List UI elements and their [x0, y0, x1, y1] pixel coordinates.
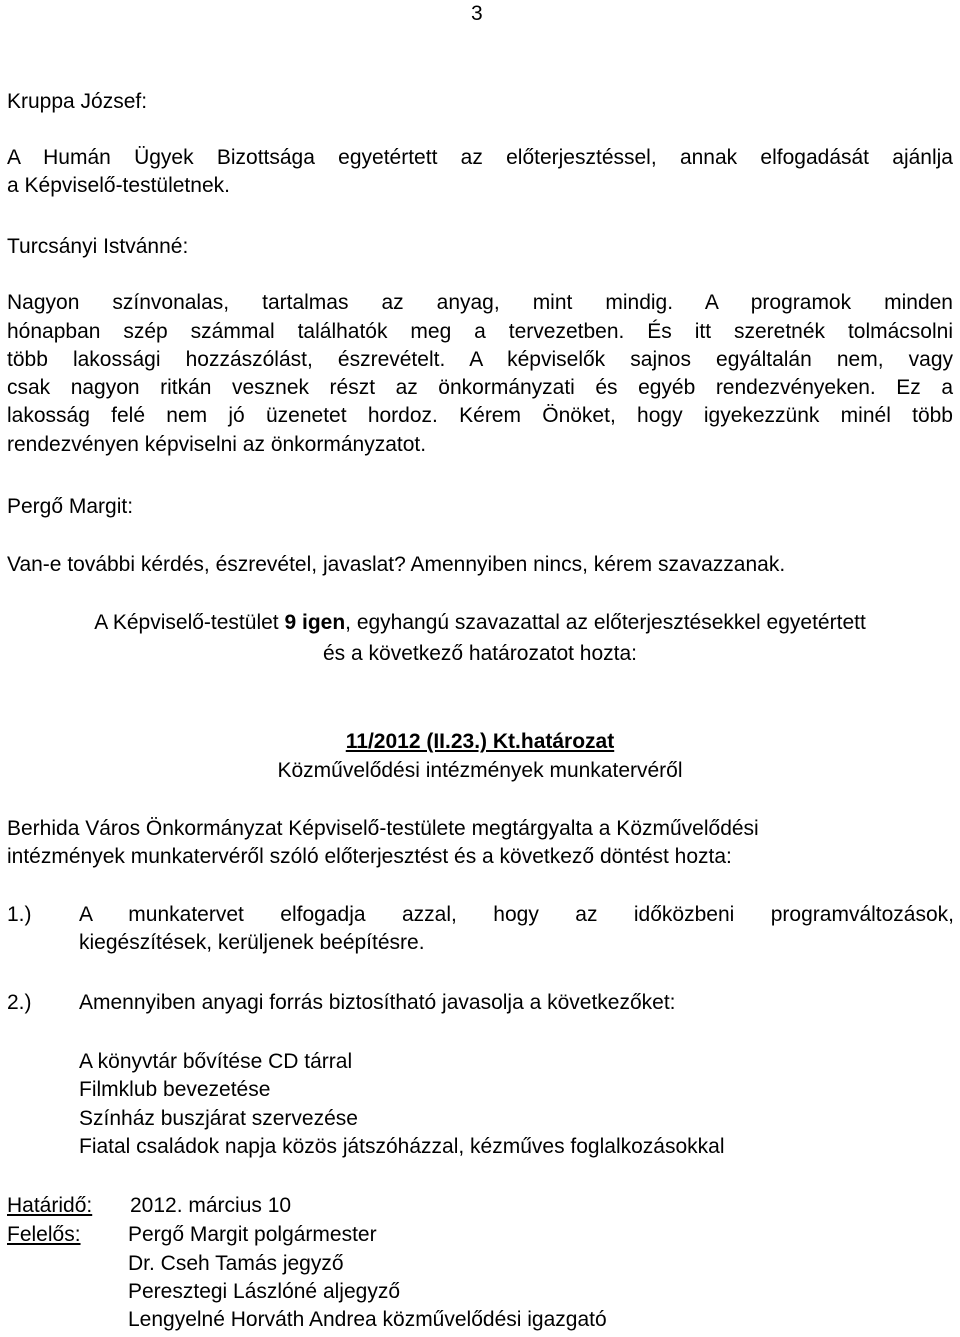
paragraph-line: hónapban szép számmal találhatók meg a tervezetben. És itt szeretnék tolmácsolni: [7, 320, 953, 343]
responsible-person: Peresztegi Lászlóné aljegyző: [128, 1280, 400, 1303]
deadline-value: 2012. március 10: [130, 1194, 292, 1217]
paragraph-line: több lakossági hozzászólást, észrevételt. A képviselők sajnos egyáltalán nem, vagy: [7, 348, 953, 371]
vote-line-2: és a következő határozatot hozta:: [322, 642, 638, 665]
paragraph-line: Nagyon színvonalas, tartalmas az anyag, mint mindig. A programok minden: [7, 291, 953, 314]
speaker-name: Turcsányi Istvánné:: [7, 235, 189, 258]
vote-count: 9 igen: [284, 611, 346, 634]
deadline-label: Határidő:: [7, 1194, 93, 1217]
resolution-subject: Közművelődési intézmények munkatervéről: [277, 759, 683, 782]
item-text: kiegészítések, kerüljenek beépítésre.: [79, 931, 425, 954]
resolution-intro: Berhida Város Önkormányzat Képviselő-testülete megtárgyalta a Közművelődési: [7, 817, 759, 840]
paragraph-line: csak nagyon ritkán vesznek részt az önkormányzati és egyéb rendezvényeken. Ez a: [7, 376, 953, 399]
resolution-number: 11/2012 (II.23.) Kt.határozat: [345, 730, 615, 753]
paragraph-line: Van-e további kérdés, észrevétel, javaslat? Amennyiben nincs, kérem szavazzanak.: [7, 553, 786, 576]
paragraph-line: A Humán Ügyek Bizottsága egyetértett az előterjesztéssel, annak elfogadását ajánlja: [7, 146, 953, 169]
sublist-item: Színház buszjárat szervezése: [79, 1107, 358, 1130]
responsible-person: Pergő Margit polgármester: [128, 1223, 377, 1246]
item-number: 2.): [7, 991, 32, 1014]
sublist-item: Filmklub bevezetése: [79, 1078, 271, 1101]
responsible-person: Dr. Cseh Tamás jegyző: [128, 1252, 344, 1275]
page-number: 3: [471, 2, 483, 25]
speaker-name: Kruppa József:: [7, 90, 148, 113]
sublist-item: A könyvtár bővítése CD tárral: [79, 1050, 353, 1073]
item-text: Amennyiben anyagi forrás biztosítható javasolja a következőket:: [79, 991, 676, 1014]
speaker-name: Pergő Margit:: [7, 495, 134, 518]
vote-line: [0, 609, 960, 637]
item-text: A munkatervet elfogadja azzal, hogy az időközbeni programváltozások,: [79, 903, 954, 926]
vote-prefix: A Képviselő-testület: [94, 611, 285, 634]
paragraph-line: a Képviselő-testületnek.: [7, 174, 230, 197]
resolution-intro: intézmények munkatervéről szóló előterjesztést és a következő döntést hozta:: [7, 845, 732, 868]
paragraph-line: rendezvényen képviselni az önkormányzatot.: [7, 433, 427, 456]
paragraph-line: lakosság felé nem jó üzenetet hordoz. Kérem Önöket, hogy igyekezzünk minél több: [7, 404, 953, 427]
responsible-person: Lengyelné Horváth Andrea közművelődési igazgató: [128, 1308, 607, 1331]
sublist-item: Fiatal családok napja közös játszóházzal, kézműves foglalkozásokkal: [79, 1135, 725, 1158]
responsible-label: Felelős:: [7, 1223, 81, 1246]
vote-suffix: , egyhangú szavazattal az előterjesztésekkel egyetértett: [345, 611, 866, 634]
item-number: 1.): [7, 903, 32, 926]
